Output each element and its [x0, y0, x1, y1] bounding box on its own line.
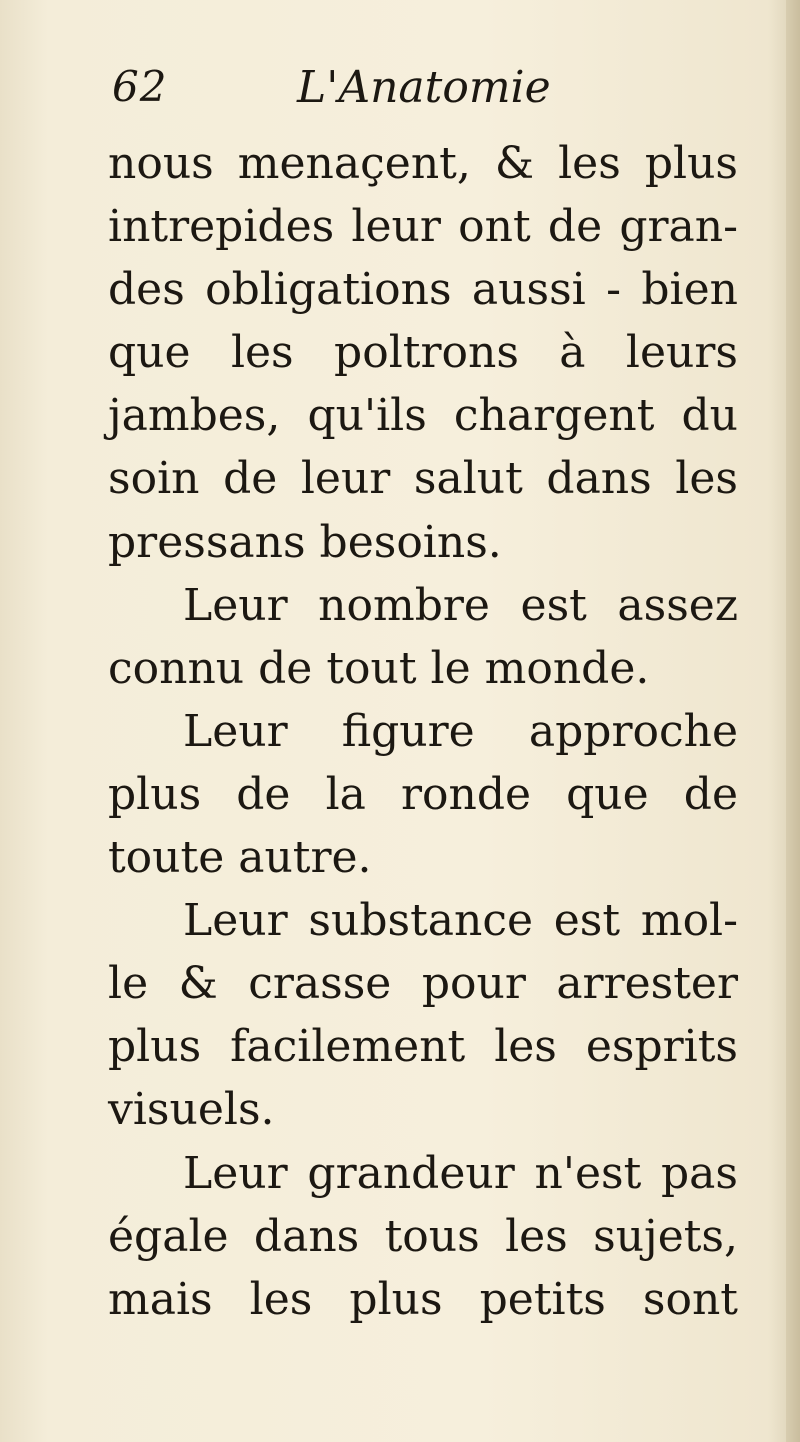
text-line: que les poltrons à leurs — [108, 327, 738, 379]
page-edge — [786, 0, 800, 1442]
text-line: Leur grandeur n'est pas — [183, 1147, 738, 1199]
running-title: L'Anatomie — [297, 62, 551, 113]
page-header — [112, 62, 732, 122]
text-line: Leur nombre est assez — [183, 579, 738, 631]
text-line: pressans besoins. — [108, 516, 502, 568]
text-line: connu de tout le monde. — [108, 642, 650, 694]
text-line: plus facilement les esprits — [108, 1021, 738, 1073]
text-line: des obligations aussi - bien — [108, 264, 738, 316]
text-line: nous menaçent, & les plus — [108, 138, 738, 189]
text-line: Leur substance est mol- — [183, 895, 738, 947]
text-line: égale dans tous les sujets, — [108, 1210, 738, 1262]
text-line: intrepides leur ont de gran- — [108, 201, 738, 253]
text-line: le & crasse pour arrester — [108, 958, 738, 1010]
body-text — [108, 132, 738, 1331]
text-line: jambes, qu'ils chargent du — [108, 390, 738, 442]
text-line: toute autre. — [108, 832, 372, 884]
text-line: plus de la ronde que de — [108, 768, 738, 820]
text-line: Leur figure approche — [183, 705, 738, 757]
text-line: visuels. — [108, 1084, 275, 1136]
text-line: mais les plus petits sont — [108, 1273, 738, 1325]
text-line: soin de leur salut dans les — [108, 453, 738, 505]
page-number: 62 — [112, 62, 168, 111]
